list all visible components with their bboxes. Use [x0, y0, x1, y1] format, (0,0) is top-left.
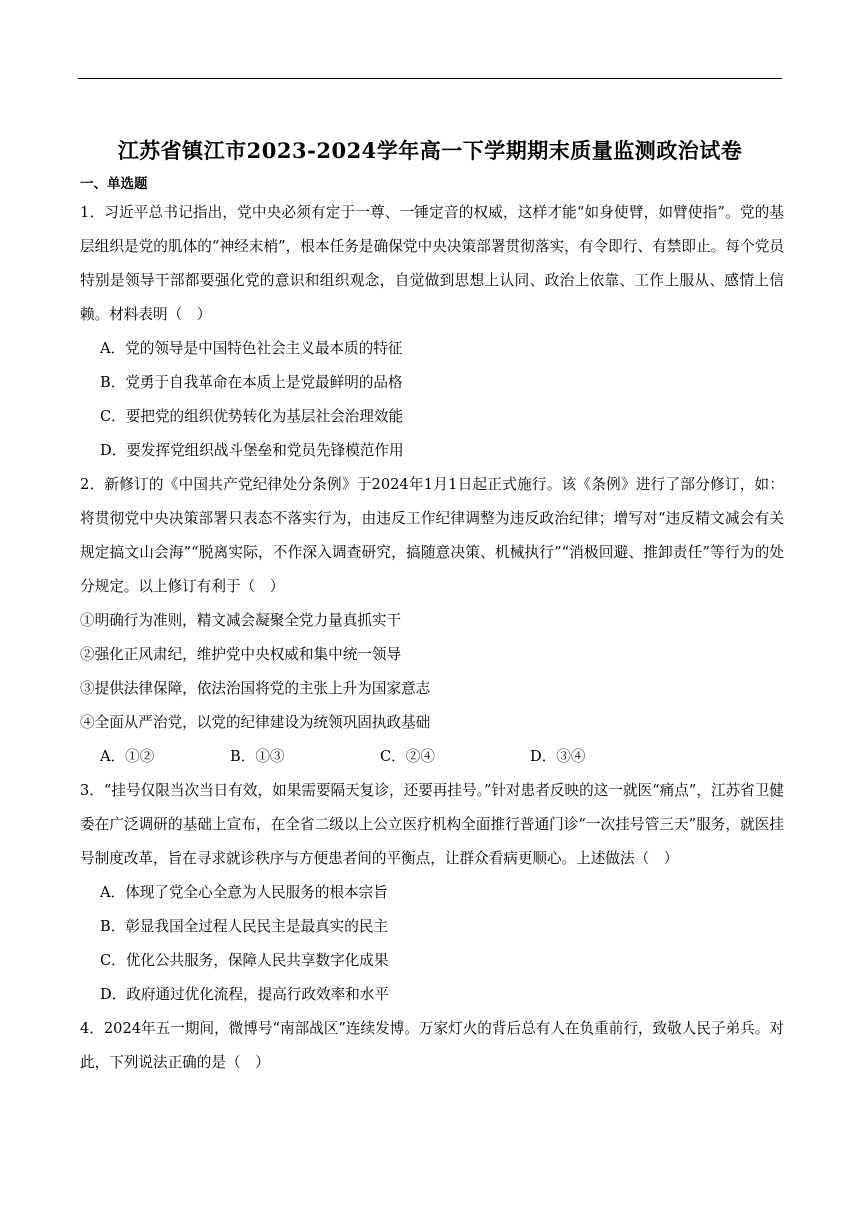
question-1: [80, 196, 784, 468]
question-2-option-a: A．①②: [100, 748, 155, 765]
question-2-statement-2: ②强化正风肃纪，维护党中央权威和集中统一领导: [80, 646, 402, 663]
question-4: [80, 1012, 784, 1080]
section-heading: 一、单选题: [80, 176, 148, 192]
question-2-statement-3: ③提供法律保障，依法治国将党的主张上升为国家意志: [80, 680, 431, 697]
question-2-statement-1: ①明确行为准则，精文减会凝聚全党力量真抓实干: [80, 612, 402, 629]
page-title: 江苏省镇江市2023-2024学年高一下学期期末质量监测政治试卷: [117, 138, 743, 163]
question-3-option-b: B．彰显我国全过程人民民主是最真实的民主: [100, 918, 389, 935]
question-2-statement-4: ④全面从严治党，以党的纪律建设为统领巩固执政基础: [80, 714, 431, 731]
question-2-option-c: C．②④: [380, 748, 435, 765]
question-3-option-c: C．优化公共服务，保障人民共享数字化成果: [100, 952, 389, 969]
question-1-stem: 1．习近平总书记指出，党中央必须有定于一尊、一锤定音的权威，这样才能“如身使臂，如臂使指”。党的基层组织是党的肌体的“神经末梢”，根本任务是确保党中央决策部署贯彻落实，有令即行、有禁即止。每个党员特别是领导干部都要强化党的意识和组织观念，自觉做到思想上认同、政治上依靠、工作上服从、感情上信赖。材料表明（ ）: [80, 204, 784, 323]
question-3-option-d: D．政府通过优化流程，提高行政效率和水平: [100, 986, 389, 1003]
question-2-options: [80, 740, 784, 774]
question-1-option-b: B．党勇于自我革命在本质上是党最鲜明的品格: [100, 374, 403, 391]
question-2-stem: 2．新修订的《中国共产党纪律处分条例》于2024年1月1日起正式施行。该《条例》进行了部分修订，如：将贯彻党中央决策部署只表态不落实行为，由违反工作纪律调整为违反政治纪律；增写对“违反精文减会有关规定搞文山会海”“脱离实际，不作深入调查研究，搞随意决策、机械执行”“消极回避、推卸责任”等行为的处分规定。以上修订有利于（ ）: [80, 476, 784, 595]
question-2: [80, 468, 784, 774]
question-list: [80, 196, 784, 1080]
question-1-option-a: A．党的领导是中国特色社会主义最本质的特征: [100, 340, 403, 357]
question-2-option-b: B．①③: [230, 748, 285, 765]
question-3-option-a: A．体现了党全心全意为人民服务的根本宗旨: [100, 884, 388, 901]
question-3: [80, 774, 784, 1012]
question-3-stem: 3．“挂号仅限当次当日有效，如果需要隔天复诊，还要再挂号。”针对患者反映的这一就医“痛点”，江苏省卫健委在广泛调研的基础上宣布，在全省二级以上公立医疗机构全面推行普通门诊“一次挂号管三天”服务，就医挂号制度改革，旨在寻求就诊秩序与方便患者间的平衡点，让群众看病更顺心。上述做法（ ）: [80, 782, 784, 867]
question-1-option-d: D．要发挥党组织战斗堡垒和党员先锋模范作用: [100, 442, 404, 459]
header-rule: [78, 78, 782, 79]
question-4-stem: 4．2024年五一期间，微博号“南部战区”连续发博。万家灯火的背后总有人在负重前行，致敬人民子弟兵。对此，下列说法正确的是（ ）: [80, 1020, 784, 1071]
question-1-option-c: C．要把党的组织优势转化为基层社会治理效能: [100, 408, 404, 425]
question-2-option-d: D．③④: [530, 748, 586, 765]
